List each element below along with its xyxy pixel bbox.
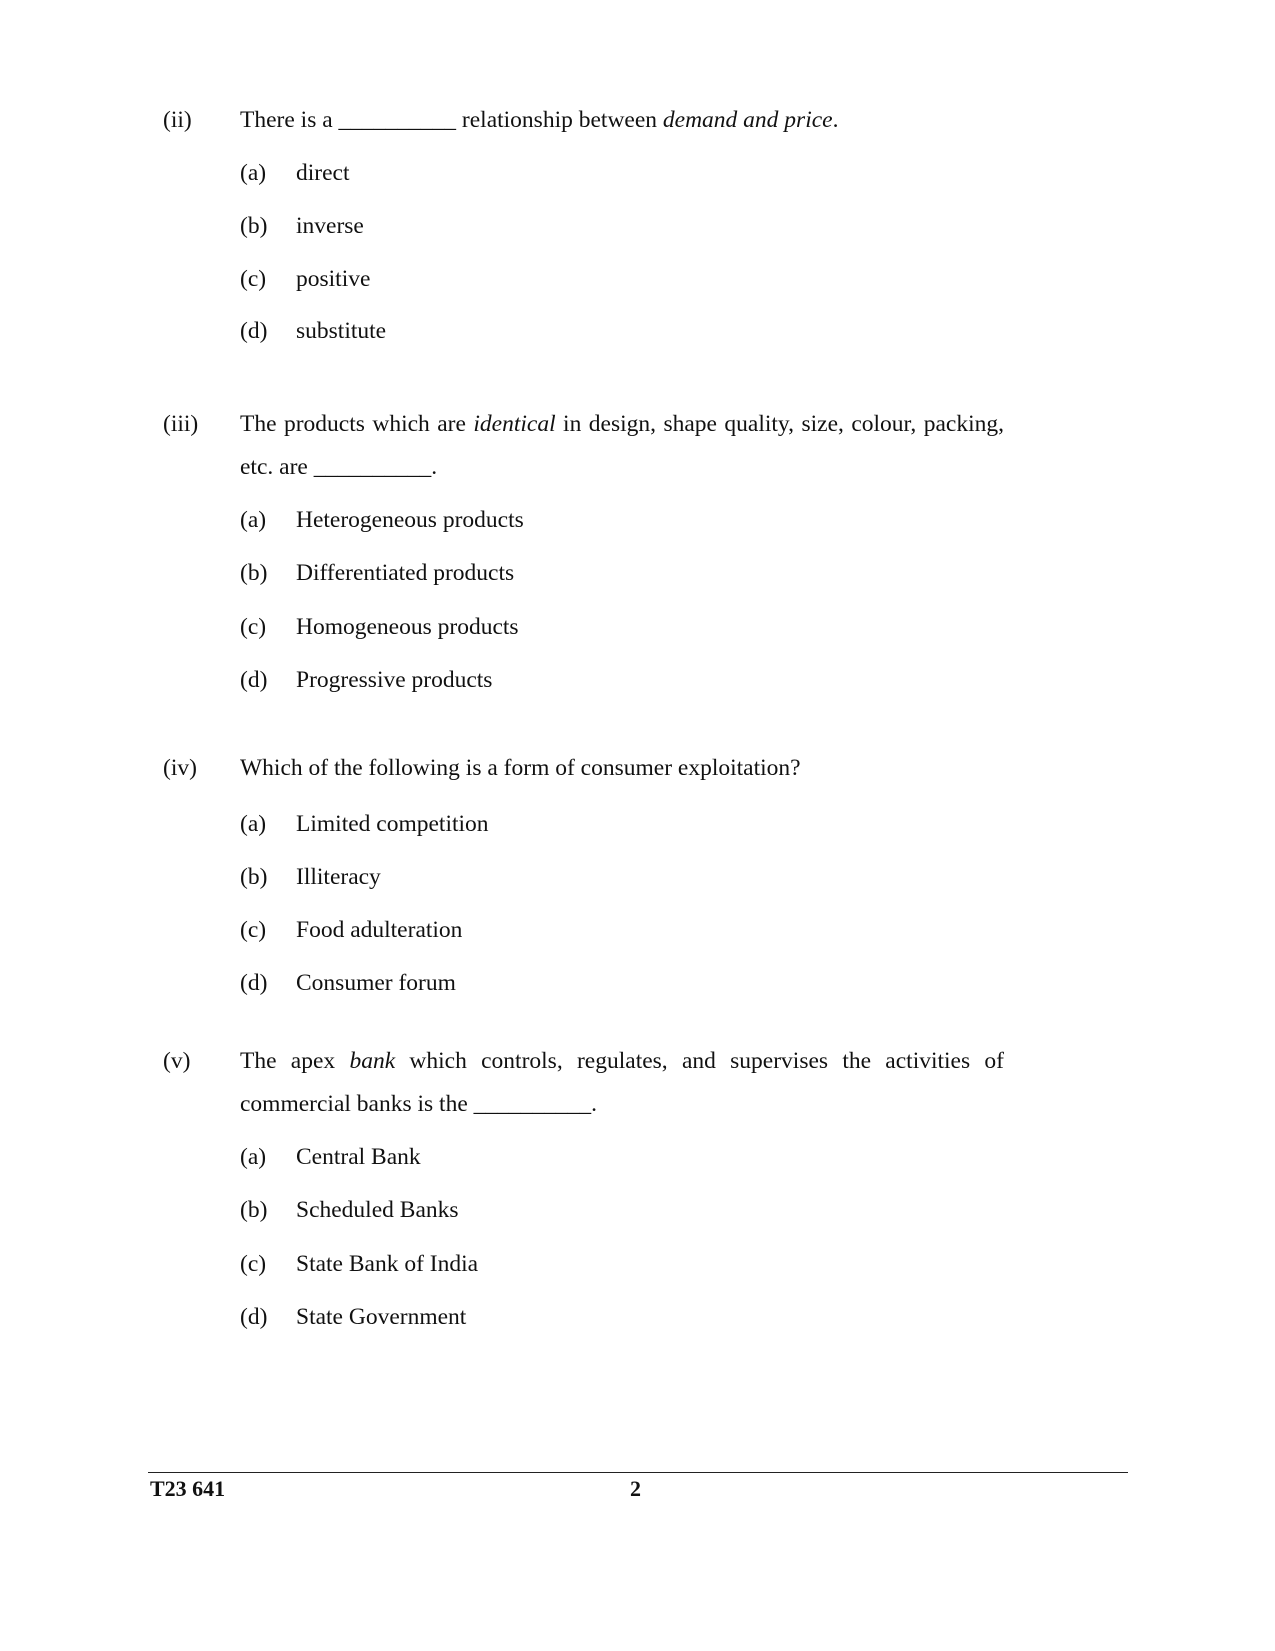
option-d (240, 315, 386, 347)
option-label: (c) (240, 917, 267, 943)
option-b (240, 557, 514, 589)
option-text: Limited competition (296, 811, 489, 837)
question-text: Which of the following is a form of consumer exploitation? (240, 755, 801, 781)
question-text: The apex bank which controls, regulates, and supervises the activities of commercial banks is the __________. (240, 1048, 1004, 1117)
option-d (240, 1301, 466, 1333)
option-label: (d) (240, 970, 268, 996)
option-text: substitute (296, 318, 387, 344)
option-c (240, 611, 519, 643)
option-label: (a) (240, 160, 267, 186)
option-text: Central Bank (296, 1144, 421, 1170)
option-label: (b) (240, 1197, 268, 1223)
option-text: Progressive products (296, 667, 493, 693)
option-a (240, 504, 524, 536)
option-text: inverse (296, 213, 364, 239)
paper-code: T23 641 (150, 1476, 226, 1501)
answer-blank: __________ (473, 1091, 592, 1117)
answer-blank: __________ (338, 107, 457, 133)
option-text: direct (296, 160, 350, 186)
question-number: (iii) (163, 411, 199, 437)
option-text: Heterogeneous products (296, 507, 524, 533)
option-a (240, 157, 350, 189)
answer-blank: __________ (313, 454, 432, 480)
option-text: Food adulteration (296, 917, 463, 943)
option-label: (d) (240, 318, 268, 344)
option-text: Consumer forum (296, 970, 456, 996)
question-number: (iv) (163, 755, 197, 781)
option-label: (b) (240, 864, 268, 890)
page-number: 2 (630, 1476, 641, 1501)
option-label: (c) (240, 614, 267, 640)
option-label: (b) (240, 560, 268, 586)
option-text: positive (296, 266, 371, 292)
option-b (240, 861, 381, 893)
question-text: There is a __________ relationship between demand and price. (240, 107, 839, 133)
option-text: Homogeneous products (296, 614, 519, 640)
option-c (240, 914, 462, 946)
option-label: (d) (240, 667, 268, 693)
option-text: State Bank of India (296, 1251, 479, 1277)
option-label: (a) (240, 507, 267, 533)
option-c (240, 1248, 478, 1280)
option-c (240, 263, 370, 295)
footer-divider (148, 1472, 1128, 1473)
option-label: (a) (240, 1144, 267, 1170)
option-label: (c) (240, 266, 267, 292)
option-label: (b) (240, 213, 268, 239)
option-text: Scheduled Banks (296, 1197, 459, 1223)
option-d (240, 664, 492, 696)
question-text: The products which are identical in design, shape quality, size, colour, packing, etc. are __________. (240, 411, 1004, 480)
option-label: (a) (240, 811, 267, 837)
option-text: Illiteracy (296, 864, 381, 890)
option-b (240, 210, 364, 242)
option-b (240, 1194, 459, 1226)
option-a (240, 808, 489, 840)
question-number: (v) (163, 1048, 191, 1074)
option-label: (c) (240, 1251, 267, 1277)
option-text: Differentiated products (296, 560, 515, 586)
question-number: (ii) (163, 107, 192, 133)
option-text: State Government (296, 1304, 467, 1330)
option-label: (d) (240, 1304, 268, 1330)
option-d (240, 967, 456, 999)
option-a (240, 1141, 421, 1173)
